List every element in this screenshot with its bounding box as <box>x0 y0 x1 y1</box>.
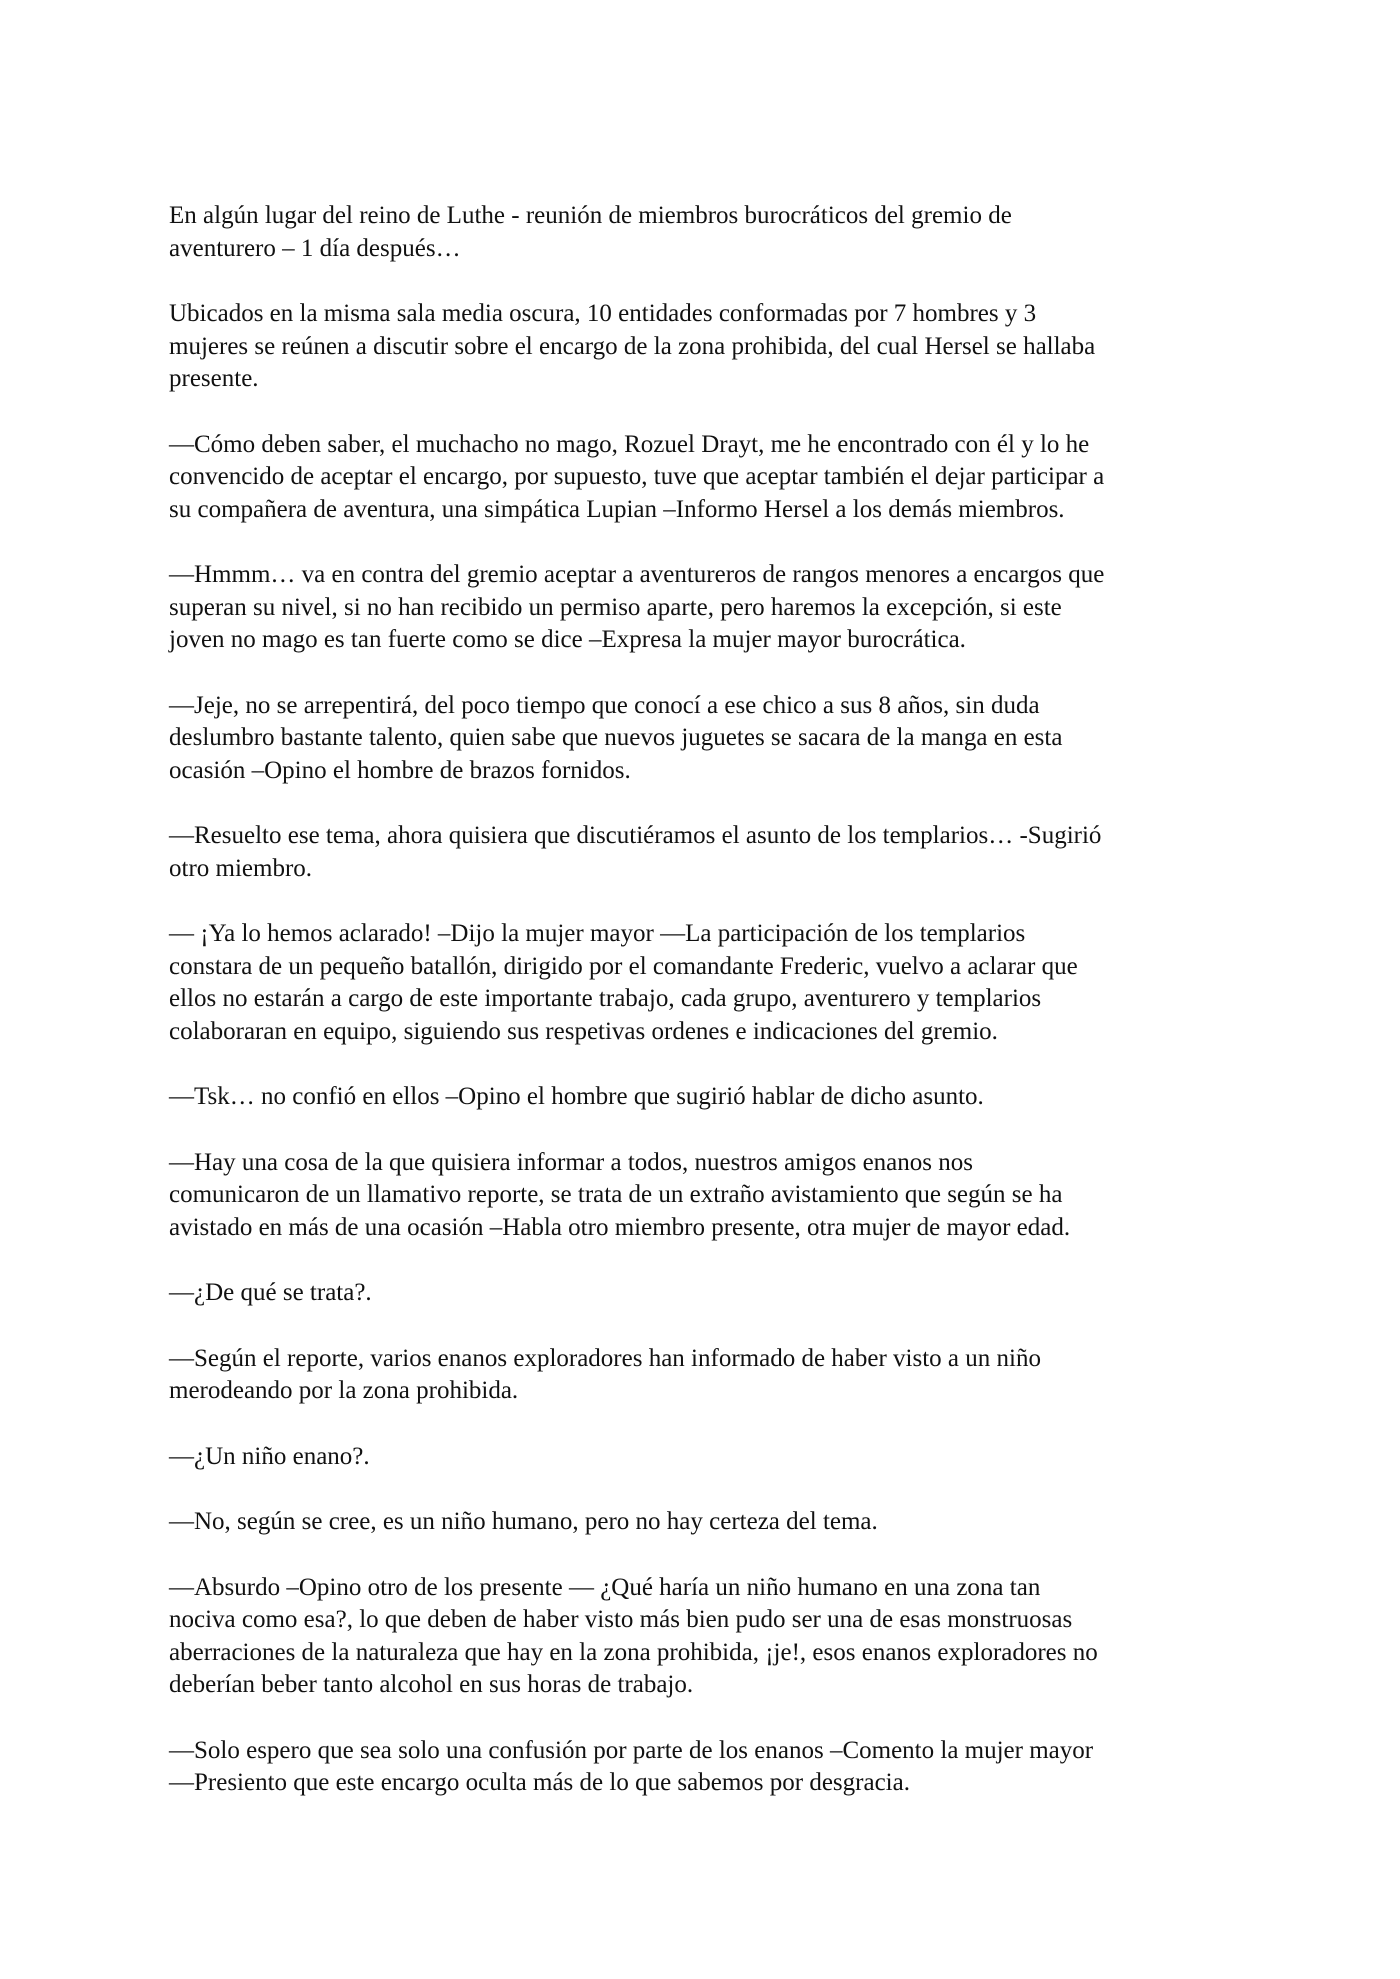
paragraph-line: mujeres se reúnen a discutir sobre el encargo de la zona prohibida, del cual Hersel se hallaba <box>169 332 1096 360</box>
paragraph <box>169 1441 1239 1474</box>
paragraph-line: deberían beber tanto alcohol en sus horas de trabajo. <box>169 1671 694 1698</box>
document-page <box>169 200 1239 1833</box>
paragraph-line: —No, según se cree, es un niño humano, pero no hay certeza del tema. <box>169 1508 878 1535</box>
paragraph-line: comunicaron de un llamativo reporte, se trata de un extraño avistamiento que según se ha <box>169 1181 1063 1208</box>
paragraph-line: su compañera de aventura, una simpática Lupian –Informo Hersel a los demás miembros. <box>169 495 1065 523</box>
paragraph-line: otro miembro. <box>169 854 313 882</box>
paragraph-line: —Hay una cosa de la que quisiera informar a todos, nuestros amigos enanos nos <box>169 1148 973 1176</box>
paragraph <box>169 298 1239 396</box>
paragraph-line: En algún lugar del reino de Luthe - reunión de miembros burocráticos del gremio de <box>169 202 1012 229</box>
paragraph-line: —¿Un niño enano?. <box>169 1442 370 1470</box>
paragraph-line: colaboraran en equipo, siguiendo sus respetivas ordenes e indicaciones del gremio. <box>169 1017 998 1045</box>
document-body <box>169 200 1239 1800</box>
paragraph-line: —Absurdo –Opino otro de los presente — ¿Qué haría un niño humano en una zona tan <box>169 1573 1041 1601</box>
paragraph-line: Ubicados en la misma sala media oscura, 10 entidades conformadas por 7 hombres y 3 <box>169 300 1037 327</box>
paragraph <box>169 200 1239 265</box>
paragraph-line: ocasión –Opino el hombre de brazos fornidos. <box>169 756 631 784</box>
paragraph-line: —Jeje, no se arrepentirá, del poco tiempo que conocí a ese chico a sus 8 años, sin duda <box>169 691 1040 719</box>
paragraph-line: —Resuelto ese tema, ahora quisiera que discutiéramos el asunto de los templarios… -Sugirió <box>169 822 1102 849</box>
paragraph-line: merodeando por la zona prohibida. <box>169 1377 519 1404</box>
paragraph-line: —Solo espero que sea solo una confusión por parte de los enanos –Comento la mujer mayor <box>169 1736 1094 1764</box>
paragraph-line: superan su nivel, si no han recibido un permiso aparte, pero haremos la excepción, si este <box>169 593 1062 621</box>
paragraph-line: constara de un pequeño batallón, dirigido por el comandante Frederic, vuelvo a aclarar que <box>169 952 1078 980</box>
paragraph-line: presente. <box>169 365 259 392</box>
paragraph <box>169 429 1239 527</box>
paragraph <box>169 1081 1239 1114</box>
paragraph <box>169 820 1239 885</box>
paragraph <box>169 1343 1239 1408</box>
paragraph <box>169 1506 1239 1539</box>
paragraph <box>169 559 1239 657</box>
paragraph-line: —Cómo deben saber, el muchacho no mago, Rozuel Drayt, me he encontrado con él y lo he <box>169 430 1090 458</box>
paragraph <box>169 1735 1239 1800</box>
paragraph <box>169 690 1239 788</box>
paragraph-line: aberraciones de la naturaleza que hay en la zona prohibida, ¡je!, esos enanos exploradores no <box>169 1638 1098 1666</box>
paragraph <box>169 1277 1239 1310</box>
paragraph <box>169 918 1239 1048</box>
paragraph-line: —Hmmm… va en contra del gremio aceptar a aventureros de rangos menores a encargos que <box>169 561 1105 588</box>
paragraph-line: aventurero – 1 día después… <box>169 234 461 262</box>
paragraph <box>169 1147 1239 1245</box>
paragraph-line: — ¡Ya lo hemos aclarado! –Dijo la mujer mayor —La participación de los templarios <box>169 920 1026 947</box>
paragraph-line: convencido de aceptar el encargo, por supuesto, tuve que aceptar también el dejar participar a <box>169 463 1105 490</box>
paragraph <box>169 1572 1239 1702</box>
paragraph-line: deslumbro bastante talento, quien sabe que nuevos juguetes se sacara de la manga en esta <box>169 724 1063 751</box>
paragraph-line: —Presiento que este encargo oculta más de lo que sabemos por desgracia. <box>169 1769 910 1796</box>
paragraph-line: joven no mago es tan fuerte como se dice –Expresa la mujer mayor burocrática. <box>169 626 966 653</box>
paragraph-line: avistado en más de una ocasión –Habla otro miembro presente, otra mujer de mayor edad. <box>169 1213 1071 1241</box>
paragraph-line: —Tsk… no confió en ellos –Opino el hombre que sugirió hablar de dicho asunto. <box>169 1083 984 1110</box>
paragraph-line: nociva como esa?, lo que deben de haber visto más bien pudo ser una de esas monstruosas <box>169 1606 1073 1633</box>
paragraph-line: —Según el reporte, varios enanos exploradores han informado de haber visto a un niño <box>169 1344 1041 1372</box>
paragraph-line: ellos no estarán a cargo de este importante trabajo, cada grupo, aventurero y templarios <box>169 985 1042 1012</box>
paragraph-line: —¿De qué se trata?. <box>169 1279 372 1306</box>
